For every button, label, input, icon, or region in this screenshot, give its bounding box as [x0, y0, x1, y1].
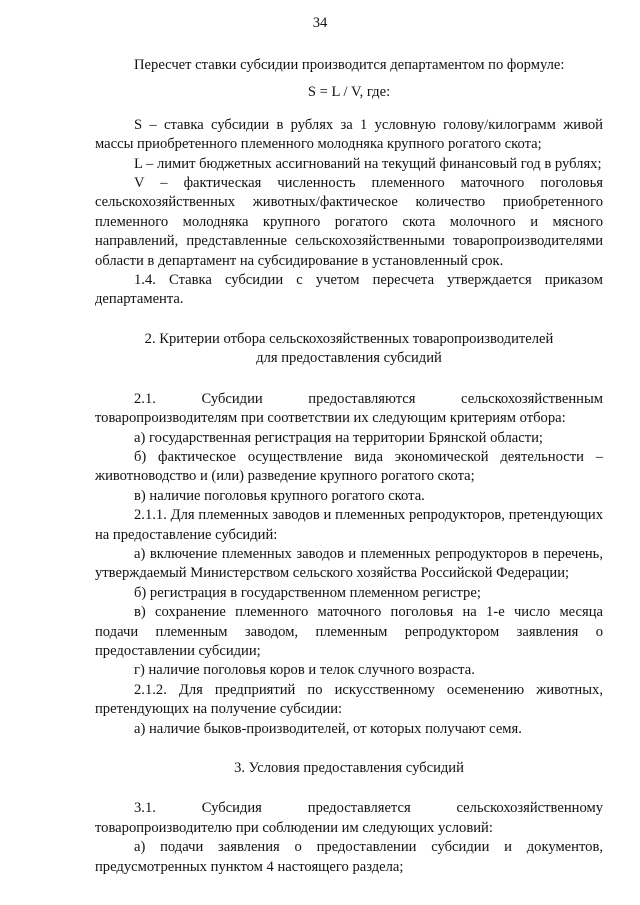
paragraph: а) подачи заявления о предоставлении субсидии и документов, предусмотренных пунктом 4 настоящего раздела;: [95, 839, 603, 875]
paragraph: в) сохранение племенного маточного поголовья на 1-е число месяца подачи племенным заводом, племенным репродуктором заявления о предоставлении субсидии;: [95, 604, 603, 659]
section-2-heading-line2: для предоставления субсидий: [256, 350, 442, 367]
paragraph: а) наличие быков-производителей, от которых получают семя.: [134, 720, 522, 737]
paragraph: 2.1.2. Для предприятий по искусственному осеменению животных, претендующих на получение субсидии:: [95, 681, 603, 718]
paragraph: L – лимит бюджетных ассигнований на текущий финансовый год в рублях;: [134, 155, 602, 172]
section-3-heading: 3. Условия предоставления субсидий: [234, 760, 464, 776]
paragraph: б) фактическое осуществление вида экономической деятельности – животноводство и (или) разведение крупного рогатого скота;: [95, 448, 603, 485]
document-body: [95, 56, 603, 877]
paragraph: а) включение племенных заводов и племенных репродукторов в перечень, утверждаемый Министерством сельского хозяйства Российской Федерации;: [95, 545, 603, 582]
formula-intro: Пересчет ставки субсидии производится департаментом по формуле:: [134, 57, 565, 73]
section-2-heading: [95, 330, 603, 369]
paragraph: б) регистрация в государственном племенном регистре;: [134, 584, 481, 601]
page-number: 34: [312, 15, 328, 31]
formula: S = L / V, где:: [307, 84, 391, 101]
paragraph: 1.4. Ставка субсидии с учетом пересчета утверждается приказом департамента.: [95, 272, 603, 308]
paragraph: 2.1.1. Для племенных заводов и племенных репродукторов, претендующих на предоставление субсидий:: [95, 507, 603, 543]
paragraph: г) наличие поголовья коров и телок случного возраста.: [134, 662, 475, 679]
section-2-heading-line1: 2. Критерии отбора сельскохозяйственных товаропроизводителей: [144, 330, 554, 347]
paragraph: S – ставка субсидии в рублях за 1 условную голову/килограмм живой массы приобретенного племенного молодняка крупного рогатого скота;: [95, 116, 603, 153]
paragraph: в) наличие поголовья крупного рогатого скота.: [134, 487, 425, 504]
paragraph: 2.1. Субсидии предоставляются сельскохозяйственным товаропроизводителям при соответствии их следующим критериям отбора:: [95, 390, 603, 427]
paragraph: V – фактическая численность племенного маточного поголовья сельскохозяйственных животных/фактическое количество приобретенного племенного молодняка крупного рогатого скота молочного и мясного направлений, представленные сельскохозяйственными товаропроизводителями области в департамент на субсидирование в установленный срок.: [95, 175, 603, 269]
paragraph: а) государственная регистрация на территории Брянской области;: [134, 429, 543, 446]
paragraph: 3.1. Субсидия предоставляется сельскохозяйственному товаропроизводителю при соблюдении им следующих условий:: [95, 800, 603, 836]
